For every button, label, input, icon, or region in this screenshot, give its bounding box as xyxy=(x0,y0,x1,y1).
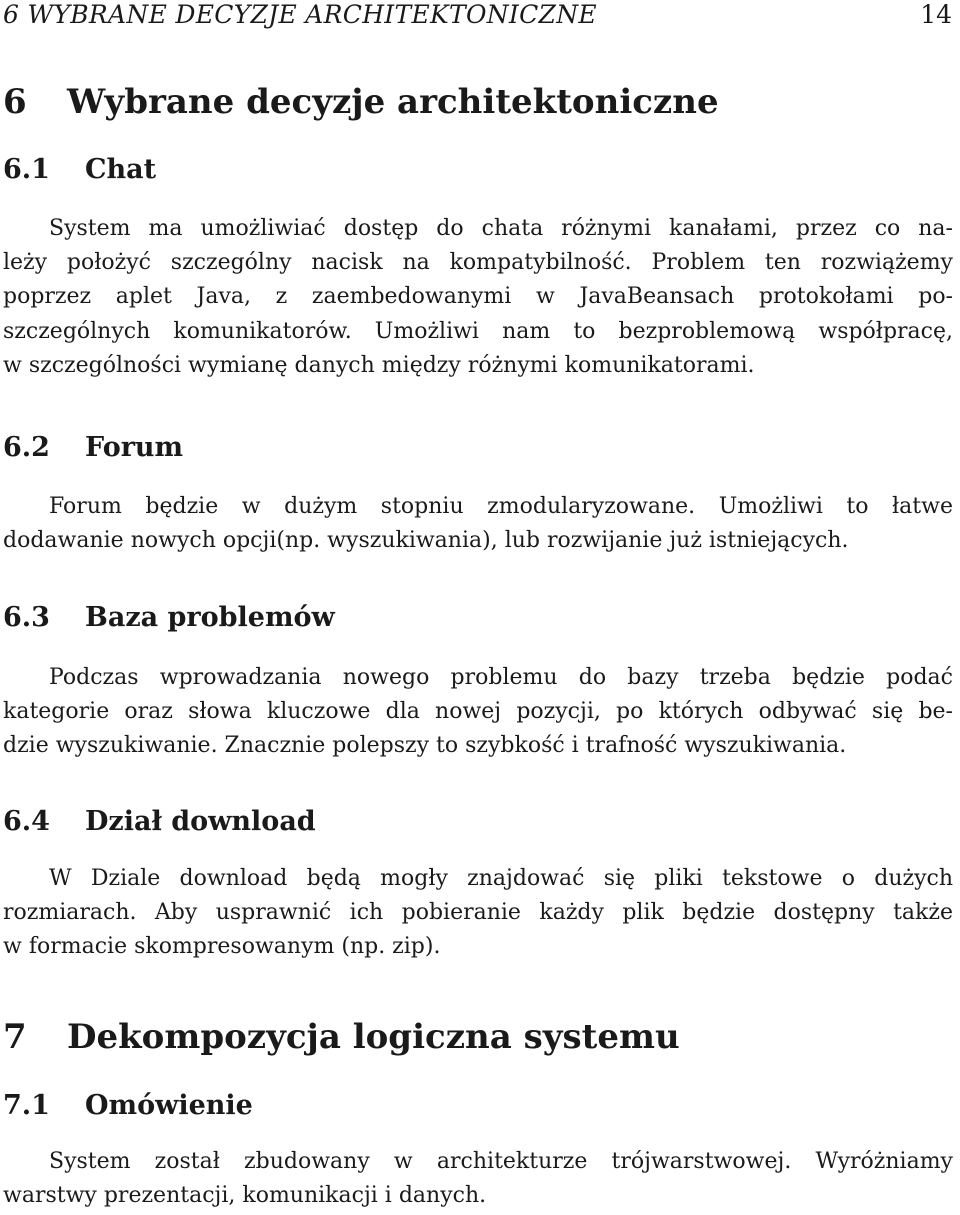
section-6-1-title: Chat xyxy=(85,154,157,185)
section-6-2-number: 6.2 xyxy=(3,432,50,463)
section-7-1-heading xyxy=(0,1089,253,1123)
paragraph-line: Forum będzie w dużym stopniu zmodularyzowane. Umożliwi to łatwe xyxy=(49,494,953,519)
section-6-1-paragraph xyxy=(3,212,953,383)
section-6-4-paragraph xyxy=(3,862,953,965)
paragraph-line: dzie wyszukiwanie. Znacznie polepszy to szybkość i trafność wyszukiwania. xyxy=(3,733,847,759)
chapter-7-heading xyxy=(0,1017,680,1057)
section-6-3-title: Baza problemów xyxy=(85,602,335,633)
chapter-6-title: Wybrane decyzje architektoniczne xyxy=(67,82,719,122)
page-number: 14 xyxy=(920,0,952,29)
section-6-3-heading xyxy=(0,601,335,635)
chapter-6-heading xyxy=(0,82,719,122)
paragraph-line: szczególnych komunikatorów. Umożliwi nam to bezproblemową współpracę, xyxy=(3,318,953,344)
paragraph-line: w formacie skompresowanym (np. zip). xyxy=(3,934,441,960)
section-7-1-title: Omówienie xyxy=(85,1090,253,1121)
section-6-1-number: 6.1 xyxy=(3,154,50,185)
section-6-4-heading xyxy=(0,805,316,839)
section-6-3-paragraph xyxy=(3,661,953,764)
paragraph-line: System został zbudowany w architekturze trójwarstwowej. Wyróżniamy xyxy=(49,1149,953,1174)
section-6-3-number: 6.3 xyxy=(3,602,50,633)
paragraph-line: leży położyć szczególny nacisk na kompatybilność. Problem ten rozwiążemy xyxy=(3,250,953,276)
paragraph-line: System ma umożliwiać dostęp do chata różnymi kanałami, przez co na- xyxy=(49,216,953,241)
running-header xyxy=(0,0,960,30)
section-7-1-number: 7.1 xyxy=(3,1090,50,1121)
chapter-6-number: 6 xyxy=(3,82,27,122)
paragraph-line: dodawanie nowych opcji(np. wyszukiwania), lub rozwijanie już istniejących. xyxy=(3,528,849,554)
running-header-title: 6 WYBRANE DECYZJE ARCHITEKTONICZNE xyxy=(3,0,597,29)
paragraph-line: W Dziale download będą mogły znajdować się pliki tekstowe o dużych xyxy=(49,866,953,891)
section-6-4-number: 6.4 xyxy=(3,806,50,837)
paragraph-line: rozmiarach. Aby usprawnić ich pobieranie każdy plik będzie dostępny także xyxy=(3,900,953,926)
paragraph-line: warstwy prezentacji, komunikacji i danych. xyxy=(3,1183,487,1209)
section-6-2-heading xyxy=(0,431,183,465)
chapter-7-title: Dekompozycja logiczna systemu xyxy=(67,1017,680,1057)
paragraph-line: w szczególności wymianę danych między różnymi komunikatorami. xyxy=(3,352,755,378)
section-6-2-title: Forum xyxy=(85,432,184,463)
paragraph-line: kategorie oraz słowa kluczowe dla nowej pozycji, po których odbywać się be- xyxy=(3,699,953,725)
section-6-4-title: Dział download xyxy=(85,806,316,837)
section-7-1-paragraph xyxy=(3,1145,953,1213)
section-6-1-heading xyxy=(0,153,156,187)
paragraph-line: Podczas wprowadzania nowego problemu do bazy trzeba będzie podać xyxy=(49,665,953,690)
chapter-7-number: 7 xyxy=(3,1017,27,1057)
section-6-2-paragraph xyxy=(3,490,953,558)
paragraph-line: poprzez aplet Java, z zaembedowanymi w JavaBeansach protokołami po- xyxy=(3,284,953,310)
